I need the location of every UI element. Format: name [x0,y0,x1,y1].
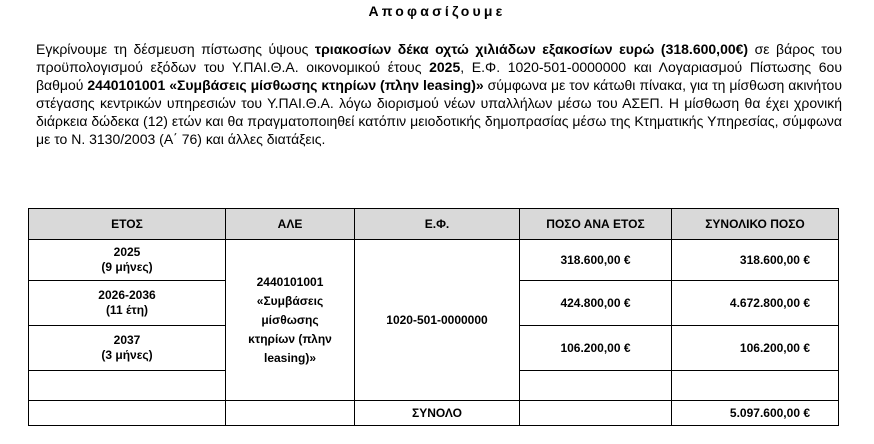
page-heading: Αποφασίζουμε [368,3,506,19]
total-value: 318.600,00 € [739,253,810,267]
total-cell [672,240,839,281]
empty-cell [29,371,226,401]
ale-cell [226,240,355,401]
paragraph-text-4: σύμφωνα με τον κάτωθι πίνακα, για τη μίσθωση ακινήτου στέγασης κεντρικών υπηρεσιών του Υ.ΠΑΙ.Θ.Α. λόγω διορισμού νέων υπαλλήλων μέσω του ΑΣΕΠ. Η μίσθωση θα έχει χρονική διάρκεια δώδεκα (12) ετών και θα πραγματοποιηθεί κατόπιν μειοδοτικής δημοπρασίας μέσω της Κτηματικής Υπηρεσίας, σύμφωνα με το Ν. 3130/2003 (Α΄ 76) και άλλες διατάξεις. [36,77,842,147]
ale-value: 2440101001 «Συμβάσεις μίσθωσης κτηρίων (πλην leasing)» [248,274,332,365]
period-value: (3 μήνες) [101,348,153,362]
period-value: (9 μήνες) [101,260,153,274]
sum-label: ΣΥΝΟΛΟ [355,401,520,426]
per-year-cell [520,240,672,281]
per-year-value: 424.800,00 € [560,296,631,310]
period-value: (11 έτη) [105,303,149,317]
total-value: 4.672.800,00 € [729,296,810,310]
header-year: ΕΤΟΣ [29,209,226,240]
table-row [29,240,839,281]
table-sum-row [29,401,839,426]
per-year-cell [520,326,672,371]
year-value: 2026-2036 [98,288,156,302]
year-value: 2037 [113,333,141,347]
paragraph-text-1: Εγκρίνουμε τη δέσμευση πίστωσης ύψους [36,41,315,57]
year-value: 2025 [113,245,141,259]
total-value: 106.200,00 € [739,341,810,355]
empty-cell [226,401,355,426]
budget-table [28,208,839,426]
empty-cell [520,401,672,426]
paragraph-bold-year: 2025 [429,59,461,75]
empty-cell [29,401,226,426]
total-cell [672,281,839,326]
table-header-row [29,209,839,240]
empty-cell [672,371,839,401]
paragraph-bold-account: 2440101001 «Συμβάσεις μίσθωσης κτηρίων (πλην leasing)» [87,77,484,93]
header-ef: Ε.Φ. [355,209,520,240]
empty-cell [520,371,672,401]
header-total: ΣΥΝΟΛΙΚΟ ΠΟΣΟ [672,209,839,240]
per-year-value: 106.200,00 € [560,341,631,355]
per-year-cell [520,281,672,326]
decision-paragraph [36,40,842,148]
total-cell [672,326,839,371]
ef-cell [355,240,520,401]
header-per-year: ΠΟΣΟ ΑΝΑ ΕΤΟΣ [520,209,672,240]
paragraph-bold-amount: τριακοσίων δέκα οχτώ χιλιάδων εξακοσίων ευρώ (318.600,00€) [314,41,749,57]
header-ale: ΑΛΕ [226,209,355,240]
year-cell [29,240,226,281]
per-year-value: 318.600,00 € [560,253,631,267]
year-cell [29,281,226,326]
sum-value: 5.097.600,00 € [672,401,839,426]
ef-value: 1020-501-0000000 [386,313,488,327]
paragraph-text-3: , Ε.Φ. 1020-501-0000000 και Λογαριασμού Πίστωσης 6ου βαθμού [36,59,842,93]
paragraph-text-2: σε βάρος του προϋπολογισμού εξόδων του Υ.ΠΑΙ.Θ.Α. οικονομικού έτους [36,41,843,75]
year-cell [29,326,226,371]
